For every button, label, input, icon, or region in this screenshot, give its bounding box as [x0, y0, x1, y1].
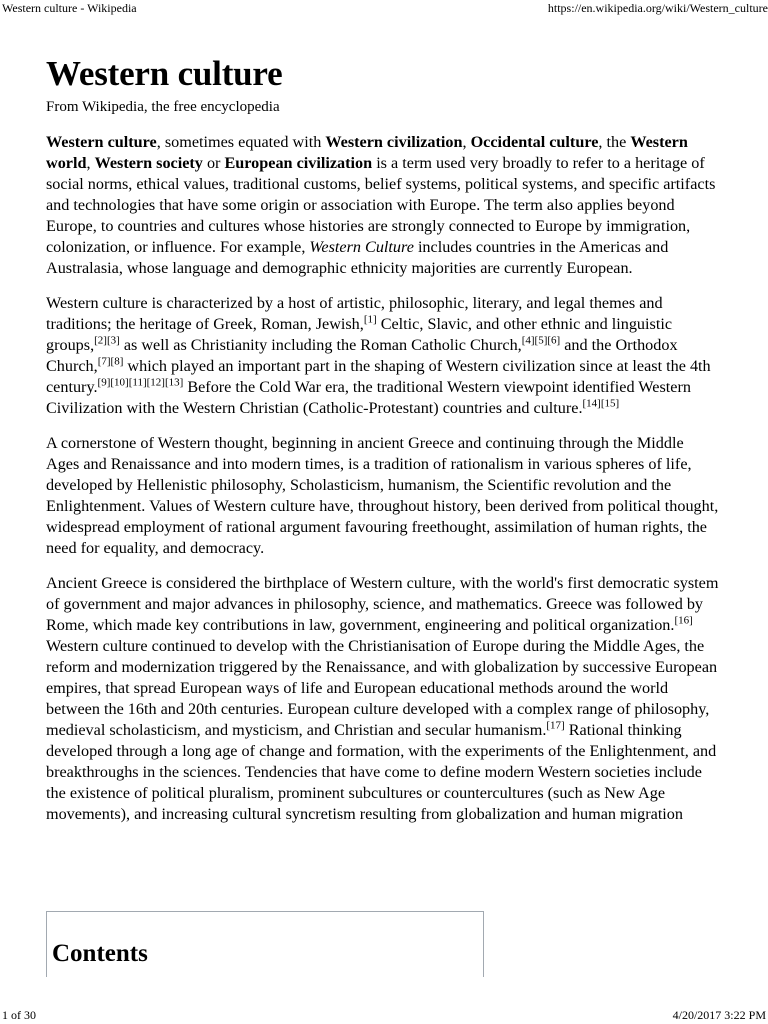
table-of-contents: [46, 911, 484, 983]
page-bottom-mask: [0, 977, 768, 1007]
text-run: Western culture continued to develop with the Christianisation of Europe during the Middle Ages, the reform and modernization triggered by the Renaissance, and with globalization by successive European empires, that spread European ways of life and European educational methods around the world between the 16th and 20th centuries. European culture developed with a complex range of philosophy, medieval scholasticism, and mysticism, and Christian and secular humanism.: [46, 637, 718, 739]
page-title: Western culture: [46, 54, 283, 93]
paragraph-heritage: [46, 293, 720, 419]
citation-ref[interactable]: [4][5][6]: [521, 334, 561, 347]
citation-ref[interactable]: [7][8]: [97, 355, 124, 368]
citation-ref[interactable]: [2][3]: [94, 334, 120, 347]
paragraph-intro: [46, 132, 720, 279]
page-counter: 1 of 30: [2, 1008, 36, 1022]
print-timestamp: 4/20/2017 3:22 PM: [672, 1008, 766, 1022]
bold-term: Western civilization: [325, 133, 463, 151]
paragraph-history: [46, 573, 720, 825]
bold-term: European civilization: [224, 154, 373, 172]
citation-ref[interactable]: [16]: [674, 614, 693, 627]
citation-ref[interactable]: [14][15]: [582, 397, 620, 410]
article-body: [46, 50, 720, 839]
text-run: ,: [462, 133, 471, 151]
text-run: which played an important part in the shaping of Western civilization since at least the 4th century.: [46, 357, 711, 396]
text-run: Western culture is characterized by a host of artistic, philosophic, literary, and legal themes and traditions; the heritage of Greek, Roman, Jewish,: [46, 294, 663, 333]
text-run: , the: [598, 133, 631, 151]
text-run: Celtic, Slavic, and other ethnic and linguistic groups,: [46, 315, 673, 354]
site-tagline: From Wikipedia, the free encyclopedia: [46, 99, 280, 115]
text-run: ,: [86, 154, 95, 172]
text-run: Ancient Greece is considered the birthplace of Western culture, with the world's first democratic system of government and major advances in philosophy, science, and mathematics. Greece was followed by Rome, which made key contributions in law, government, engineering and political organization.: [46, 574, 719, 634]
text-run: and the Orthodox Church,: [46, 336, 678, 375]
text-run: , sometimes equated with: [156, 133, 326, 151]
italic-term: Western Culture: [309, 238, 414, 256]
text-run: includes countries in the Americas and Australasia, whose language and demographic ethnicity majorities are currently European.: [46, 238, 669, 277]
print-header: [0, 0, 768, 16]
paragraph-rationalism: [46, 433, 720, 559]
bold-term: Western world: [46, 133, 688, 172]
text-run: Rational thinking developed through a long age of change and formation, with the experiments of the Enlightenment, and breakthroughs in the sciences. Tendencies that have come to define modern Western societies include the existence of political pluralism, prominent subcultures or countercultures (such as New Age movements), and increasing cultural syncretism resulting from globalization and human migration: [46, 721, 717, 823]
bold-term: Western society: [94, 154, 203, 172]
page-title-header: Western culture - Wikipedia: [2, 1, 137, 15]
text-run: A cornerstone of Western thought, beginning in ancient Greece and continuing through the Middle Ages and Renaissance and into modern times, is a tradition of rationalism in various spheres of life, developed by Hellenistic philosophy, Scholasticism, humanism, the Scientific revolution and the Enlightenment. Values of Western culture have, throughout history, been derived from political thought, widespread employment of rational argument favouring freethought, assimilation of human rights, the need for equality, and democracy.: [46, 434, 719, 557]
text-run: as well as Christianity including the Roman Catholic Church,: [119, 336, 522, 354]
citation-ref[interactable]: [9][10][11][12][13]: [97, 376, 184, 389]
text-run: or: [202, 154, 225, 172]
citation-ref[interactable]: [1]: [363, 313, 377, 326]
page-url[interactable]: https://en.wikipedia.org/wiki/Western_culture: [547, 1, 768, 15]
text-run: Before the Cold War era, the traditional Western viewpoint identified Western Civilization with the Western Christian (Catholic-Protestant) countries and culture.: [46, 378, 691, 417]
toc-title: Contents: [52, 940, 148, 967]
text-run: is a term used very broadly to refer to a heritage of social norms, ethical values, traditional customs, belief systems, political systems, and specific artifacts and technologies that have some origin or association with Europe. The term also applies beyond Europe, to countries and cultures whose histories are strongly connected to Europe by immigration, colonization, or influence. For example,: [46, 154, 716, 256]
print-footer: [0, 1006, 768, 1024]
bold-term: Occidental culture: [470, 133, 599, 151]
bold-term: Western culture: [46, 133, 157, 151]
citation-ref[interactable]: [17]: [546, 719, 565, 732]
